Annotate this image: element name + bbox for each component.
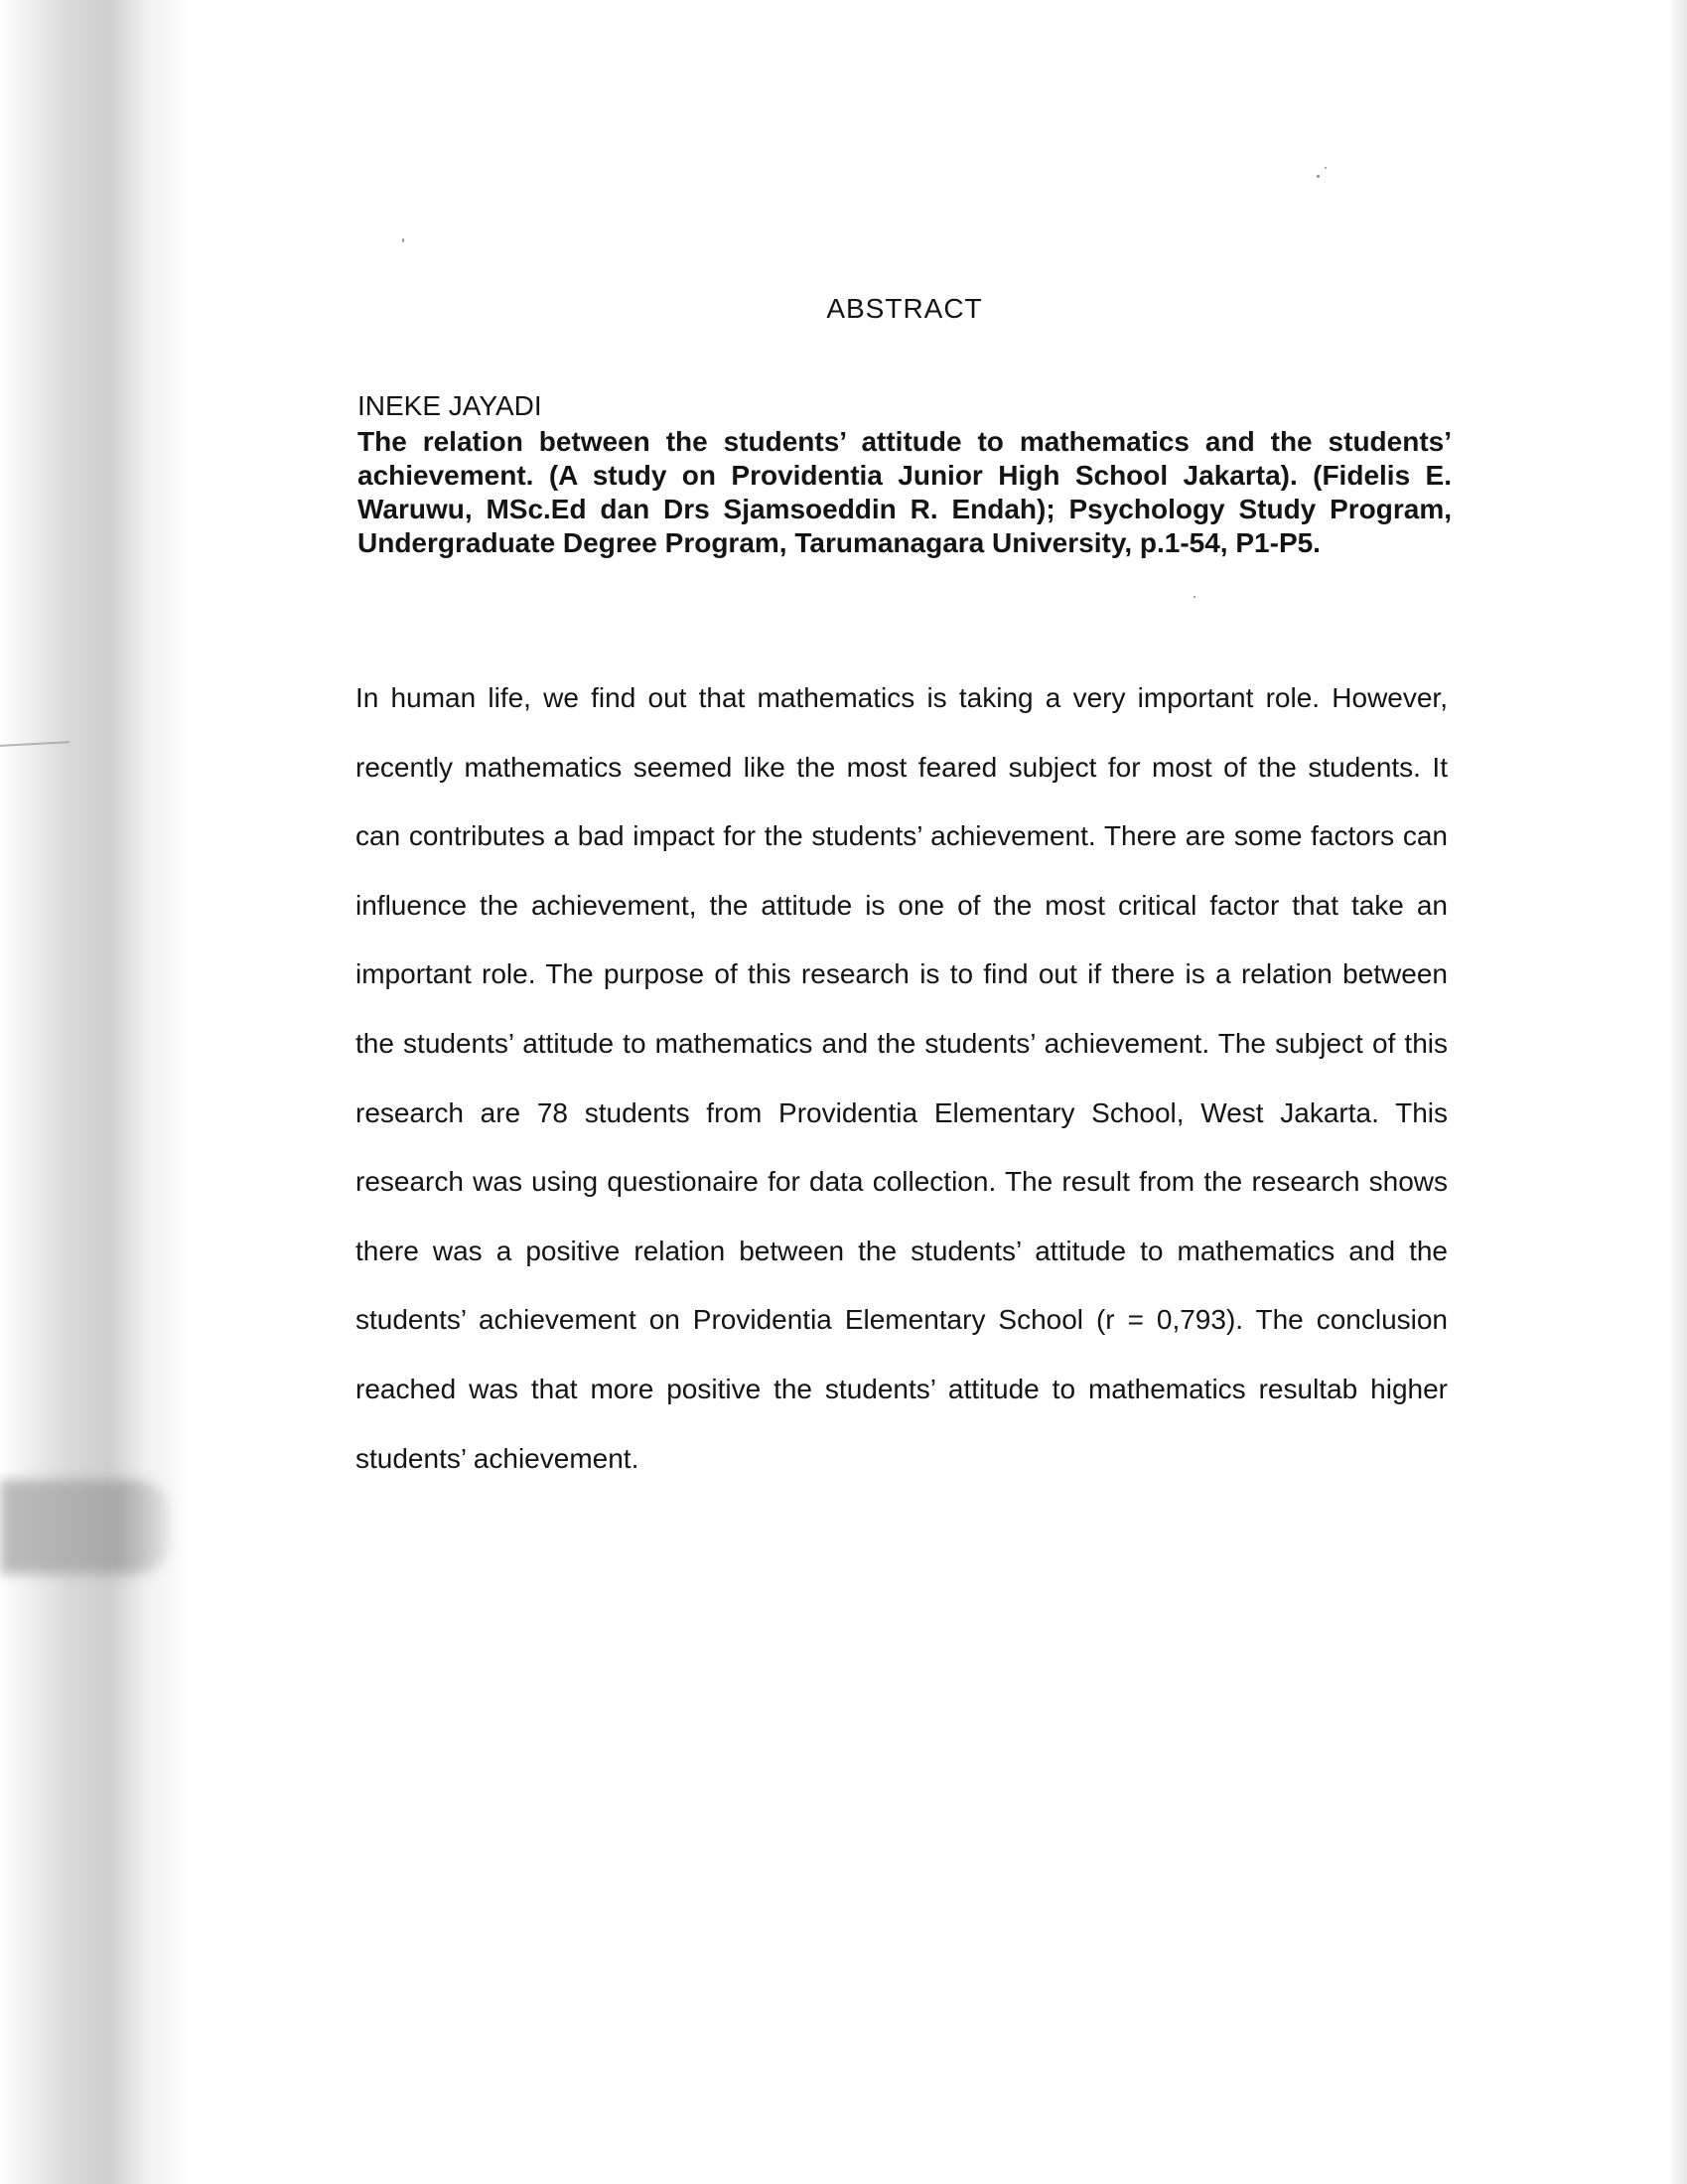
citation-text: The relation between the students’ attitude to mathematics and the students’ achievement. (A study on Providentia Junior High School Jakarta). (Fidelis E. Waruwu, MSc.Ed dan Drs Sjamsoeddin R. Endah); Psychology Study Program, Undergraduate Degree Program, Tarumanagara University, p.1-54, P1-P5. [357,426,1452,558]
scan-speck [402,238,404,242]
citation-block [357,389,1452,560]
abstract-body: In human life, we find out that mathematics is taking a very important role. However, recently mathematics seemed like the most feared subject for most of the students. It can contributes a bad impact for the students’ achievement. There are some factors can influence the achievement, the attitude is one of the most critical factor that take an important role. The purpose of this research is to find out if there is a relation between the students’ attitude to mathematics and the students’ achievement. The subject of this research are 78 students from Providentia Elementary School, West Jakarta. This research was using questionaire for data collection. The result from the research shows there was a positive relation between the students’ attitude to mathematics and the students’ achievement on Providentia Elementary School (r = 0,793). The conclusion reached was that more positive the students’ attitude to mathematics resultab higher students’ achievement. [355,682,1448,1474]
author-name: INEKE JAYADI [357,390,542,421]
scan-speck [1325,167,1327,169]
scan-speck [1194,596,1195,598]
abstract-heading: ABSTRACT [826,293,983,324]
scan-speck [1317,175,1320,178]
